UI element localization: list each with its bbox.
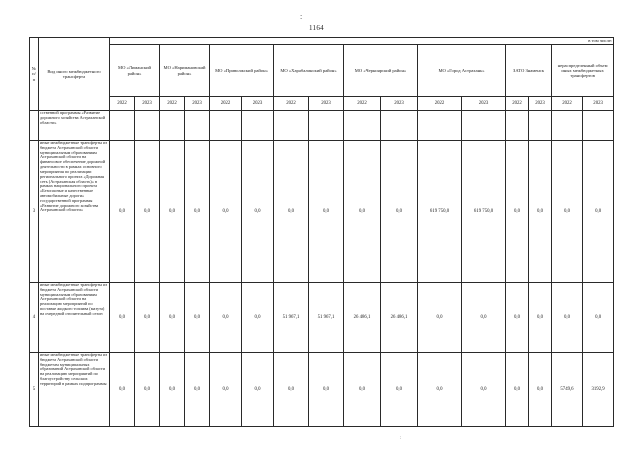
value-cell: 0,0 — [160, 353, 185, 427]
value-cell: 0,0 — [462, 353, 506, 427]
row-number: 3 — [30, 141, 39, 283]
value-cell: 0,0 — [381, 141, 418, 283]
value-cell: 0,0 — [135, 141, 160, 283]
value-cell: 0,0 — [506, 283, 529, 353]
value-cell: 0,0 — [529, 283, 552, 353]
value-cell — [135, 111, 160, 141]
value-cell: 0,0 — [506, 353, 529, 427]
header-type: Вид иного межбюджетного трансферта — [39, 38, 110, 111]
value-cell: 0,0 — [274, 353, 309, 427]
value-cell: 0,0 — [210, 353, 242, 427]
row-number: 4 — [30, 283, 39, 353]
transfer-description: сственной программы «Развитие дорожного хозяйства Астраханской области» — [39, 111, 110, 141]
value-cell: 0,0 — [110, 283, 135, 353]
value-cell — [552, 111, 583, 141]
transfer-description: иные межбюджетные трансферты из бюджета Астраханской области муниципальным образованиям Астраханской области на реализацию мероприятий по поставке жидкого топлива (мазута) на очередной отопительный сезон — [39, 283, 110, 353]
header-year: 2022 — [210, 97, 242, 111]
value-cell — [210, 111, 242, 141]
value-cell — [344, 111, 381, 141]
table-row — [30, 111, 614, 141]
header-year: 2023 — [583, 97, 614, 111]
header-year: 2023 — [529, 97, 552, 111]
value-cell: 0,0 — [185, 353, 210, 427]
header-year: 2023 — [135, 97, 160, 111]
value-cell: 619 750,0 — [462, 141, 506, 283]
value-cell: 0,0 — [344, 141, 381, 283]
value-cell: 0,0 — [185, 283, 210, 353]
value-cell: 0,0 — [344, 353, 381, 427]
header-group: нераспределенный объем иных межбюджетных трансфертов — [552, 45, 614, 97]
value-cell: 0,0 — [242, 353, 274, 427]
table-row — [30, 353, 614, 427]
header-group: МО «Наримановский район» — [160, 45, 210, 97]
value-cell: 0,0 — [110, 141, 135, 283]
value-cell: 0,0 — [210, 141, 242, 283]
page-number: 1164 — [309, 24, 324, 32]
header-year: 2022 — [160, 97, 185, 111]
header-year: 2023 — [462, 97, 506, 111]
value-cell: 0,0 — [110, 353, 135, 427]
header-group: ЗАТО Знаменск — [506, 45, 552, 97]
value-cell: 0,0 — [309, 141, 344, 283]
value-cell — [274, 111, 309, 141]
header-year: 2022 — [418, 97, 462, 111]
value-cell: 0,0 — [506, 141, 529, 283]
value-cell — [529, 111, 552, 141]
value-cell: 0,0 — [583, 141, 614, 283]
value-cell: 0,0 — [381, 353, 418, 427]
table-row — [30, 141, 614, 283]
header-year: 2022 — [552, 97, 583, 111]
group-header-row — [30, 45, 614, 97]
value-cell: 0,0 — [160, 141, 185, 283]
value-cell — [462, 111, 506, 141]
value-cell: 26 486,1 — [381, 283, 418, 353]
value-cell: 0,0 — [242, 141, 274, 283]
row-number — [30, 111, 39, 141]
value-cell: 0,0 — [185, 141, 210, 283]
including-row — [30, 38, 614, 45]
header-year: 2023 — [242, 97, 274, 111]
header-group: МО «Черноярский район» — [344, 45, 418, 97]
header-year: 2023 — [381, 97, 418, 111]
value-cell: 0,0 — [418, 353, 462, 427]
value-cell — [381, 111, 418, 141]
value-cell — [110, 111, 135, 141]
header-num: № п/п — [30, 38, 39, 111]
value-cell: 51 967,1 — [309, 283, 344, 353]
header-including: в том числе: — [110, 38, 614, 45]
value-cell: 0,0 — [309, 353, 344, 427]
transfer-description: иные межбюджетные трансферты из бюджета Астраханской области муниципальным образованиям Астраханской области на финансовое обеспечение дорожной деятельности в рамках основного мероприятия по реализации регионального проекта «Дорожная сеть (Астраханская область)» в рамках национального проекта «Безопасные и качественные автомобильные дороги» государственной программы «Развитие дорожного хозяйства Астраханской области» — [39, 141, 110, 283]
value-cell: 619 750,0 — [418, 141, 462, 283]
transfer-description: иные межбюджетные трансферты из бюджета Астраханской области бюджетам муниципальных образований Астраханской области на реализацию мероприятий по благоустройству сельских территорий в рамках подпрограммы — [39, 353, 110, 427]
header-year: 2022 — [274, 97, 309, 111]
value-cell: 0,0 — [274, 141, 309, 283]
value-cell: 0,0 — [462, 283, 506, 353]
table-row — [30, 283, 614, 353]
value-cell: 0,0 — [135, 283, 160, 353]
value-cell: 51 967,1 — [274, 283, 309, 353]
value-cell: 26 486,1 — [344, 283, 381, 353]
value-cell: 0,0 — [418, 283, 462, 353]
value-cell: 0,0 — [242, 283, 274, 353]
value-cell — [418, 111, 462, 141]
value-cell — [583, 111, 614, 141]
header-year: 2022 — [506, 97, 529, 111]
header-group: МО «Приволжский район» — [210, 45, 274, 97]
value-cell: 5749,6 — [552, 353, 583, 427]
header-year: 2023 — [309, 97, 344, 111]
header-year: 2022 — [344, 97, 381, 111]
header-group: МО «Лиманский район» — [110, 45, 160, 97]
value-cell: 0,0 — [583, 283, 614, 353]
header-group: МО «Город Астрахань» — [418, 45, 506, 97]
value-cell: 0,0 — [529, 141, 552, 283]
value-cell: 0,0 — [160, 283, 185, 353]
header-year: 2022 — [110, 97, 135, 111]
value-cell: 0,0 — [135, 353, 160, 427]
value-cell: 3192,9 — [583, 353, 614, 427]
top-mark: : — [300, 12, 303, 21]
value-cell — [160, 111, 185, 141]
transfers-table — [29, 37, 614, 427]
value-cell — [309, 111, 344, 141]
value-cell: 0,0 — [552, 283, 583, 353]
value-cell — [185, 111, 210, 141]
value-cell — [506, 111, 529, 141]
row-number: 5 — [30, 353, 39, 427]
bottom-mark: : — [400, 436, 402, 441]
header-group: МО «Харабалинский район» — [274, 45, 344, 97]
value-cell: 0,0 — [529, 353, 552, 427]
value-cell: 0,0 — [552, 141, 583, 283]
value-cell — [242, 111, 274, 141]
value-cell: 0,0 — [210, 283, 242, 353]
year-header-row — [30, 97, 614, 111]
header-year: 2023 — [185, 97, 210, 111]
